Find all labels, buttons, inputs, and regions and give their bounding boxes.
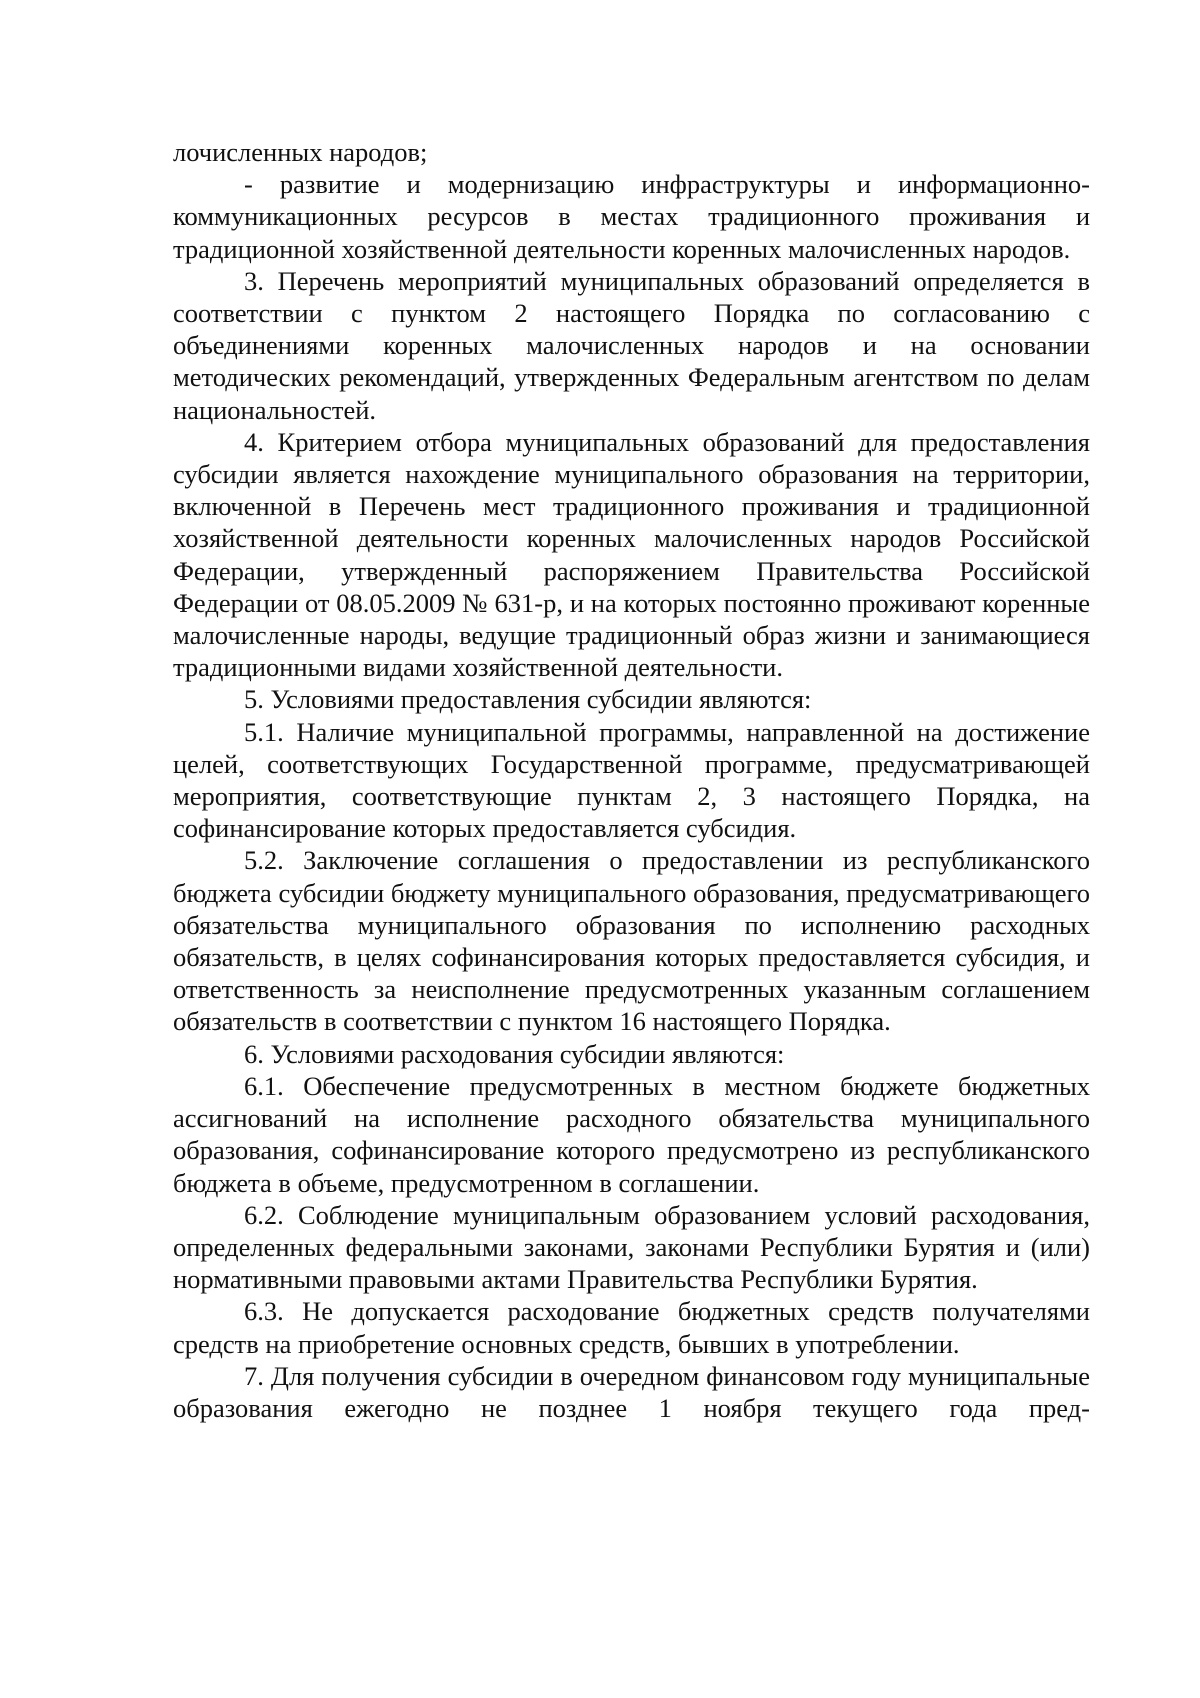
paragraph-5-1: 5.1. Наличие муниципальной программы, направленной на достижение целей, соответствующих Государственной программе, предусматривающей мероприятия, соответствующие пунктам 2, 3 настоящего Порядка, на софинансирование которых предоставляется субсидия. bbox=[173, 716, 1090, 844]
document-page bbox=[173, 136, 1090, 1424]
paragraph-continuation: лочисленных народов; bbox=[173, 137, 428, 167]
paragraph-4: 4. Критерием отбора муниципальных образований для предоставления субсидии является нахождение муниципального образования на территории, включенной в Перечень мест традиционного проживания и традиционной хозяйственной деятельности коренных малочисленных народов Российской Федерации, утвержденный распоряжением Правительства Российской Федерации от 08.05.2009 № 631-р, и на которых постоянно проживают коренные малочисленные народы, ведущие традиционный образ жизни и занимающиеся традиционными видами хозяйственной деятельности. bbox=[173, 426, 1090, 683]
paragraph-6-2: 6.2. Соблюдение муниципальным образованием условий расходования, определенных федеральными законами, законами Республики Бурятия и (или) нормативными правовыми актами Правительства Республики Бурятия. bbox=[173, 1199, 1090, 1295]
paragraph-5: 5. Условиями предоставления субсидии являются: bbox=[244, 684, 812, 715]
paragraph-7: 7. Для получения субсидии в очередном финансовом году муниципальные образования ежегодно не позднее 1 ноября текущего года пред- bbox=[173, 1360, 1090, 1423]
paragraph-6: 6. Условиями расходования субсидии являются: bbox=[244, 1038, 785, 1069]
paragraph-5-2: 5.2. Заключение соглашения о предоставлении из республиканского бюджета субсидии бюджету муниципального образования, предусматривающего обязательства муниципального образования по исполнению расходных обязательств, в целях софинансирования которых предоставляется субсидия, и ответственность за неисполнение предусмотренных указанным соглашением обязательств в соответствии с пунктом 16 настоящего Порядка. bbox=[173, 845, 1090, 1037]
paragraph-6-1: 6.1. Обеспечение предусмотренных в местном бюджете бюджетных ассигнований на исполнение расходного обязательства муниципального образования, софинансирование которого предусмотрено из республиканского бюджета в объеме, предусмотренном в соглашении. bbox=[173, 1070, 1090, 1198]
paragraph-6-3: 6.3. Не допускается расходование бюджетных средств получателями средств на приобретение основных средств, бывших в употреблении. bbox=[173, 1296, 1090, 1359]
paragraph-3: 3. Перечень мероприятий муниципальных образований определяется в соответствии с пунктом 2 настоящего Порядка по согласованию с объединениями коренных малочисленных народов и на основании методических рекомендаций, утвержденных Федеральным агентством по делам национальностей. bbox=[173, 265, 1090, 425]
paragraph-infrastructure: - развитие и модернизацию инфраструктуры и информационно-коммуникационных ресурсов в местах традиционного проживания и традиционной хозяйственной деятельности коренных малочисленных народов. bbox=[173, 169, 1090, 264]
